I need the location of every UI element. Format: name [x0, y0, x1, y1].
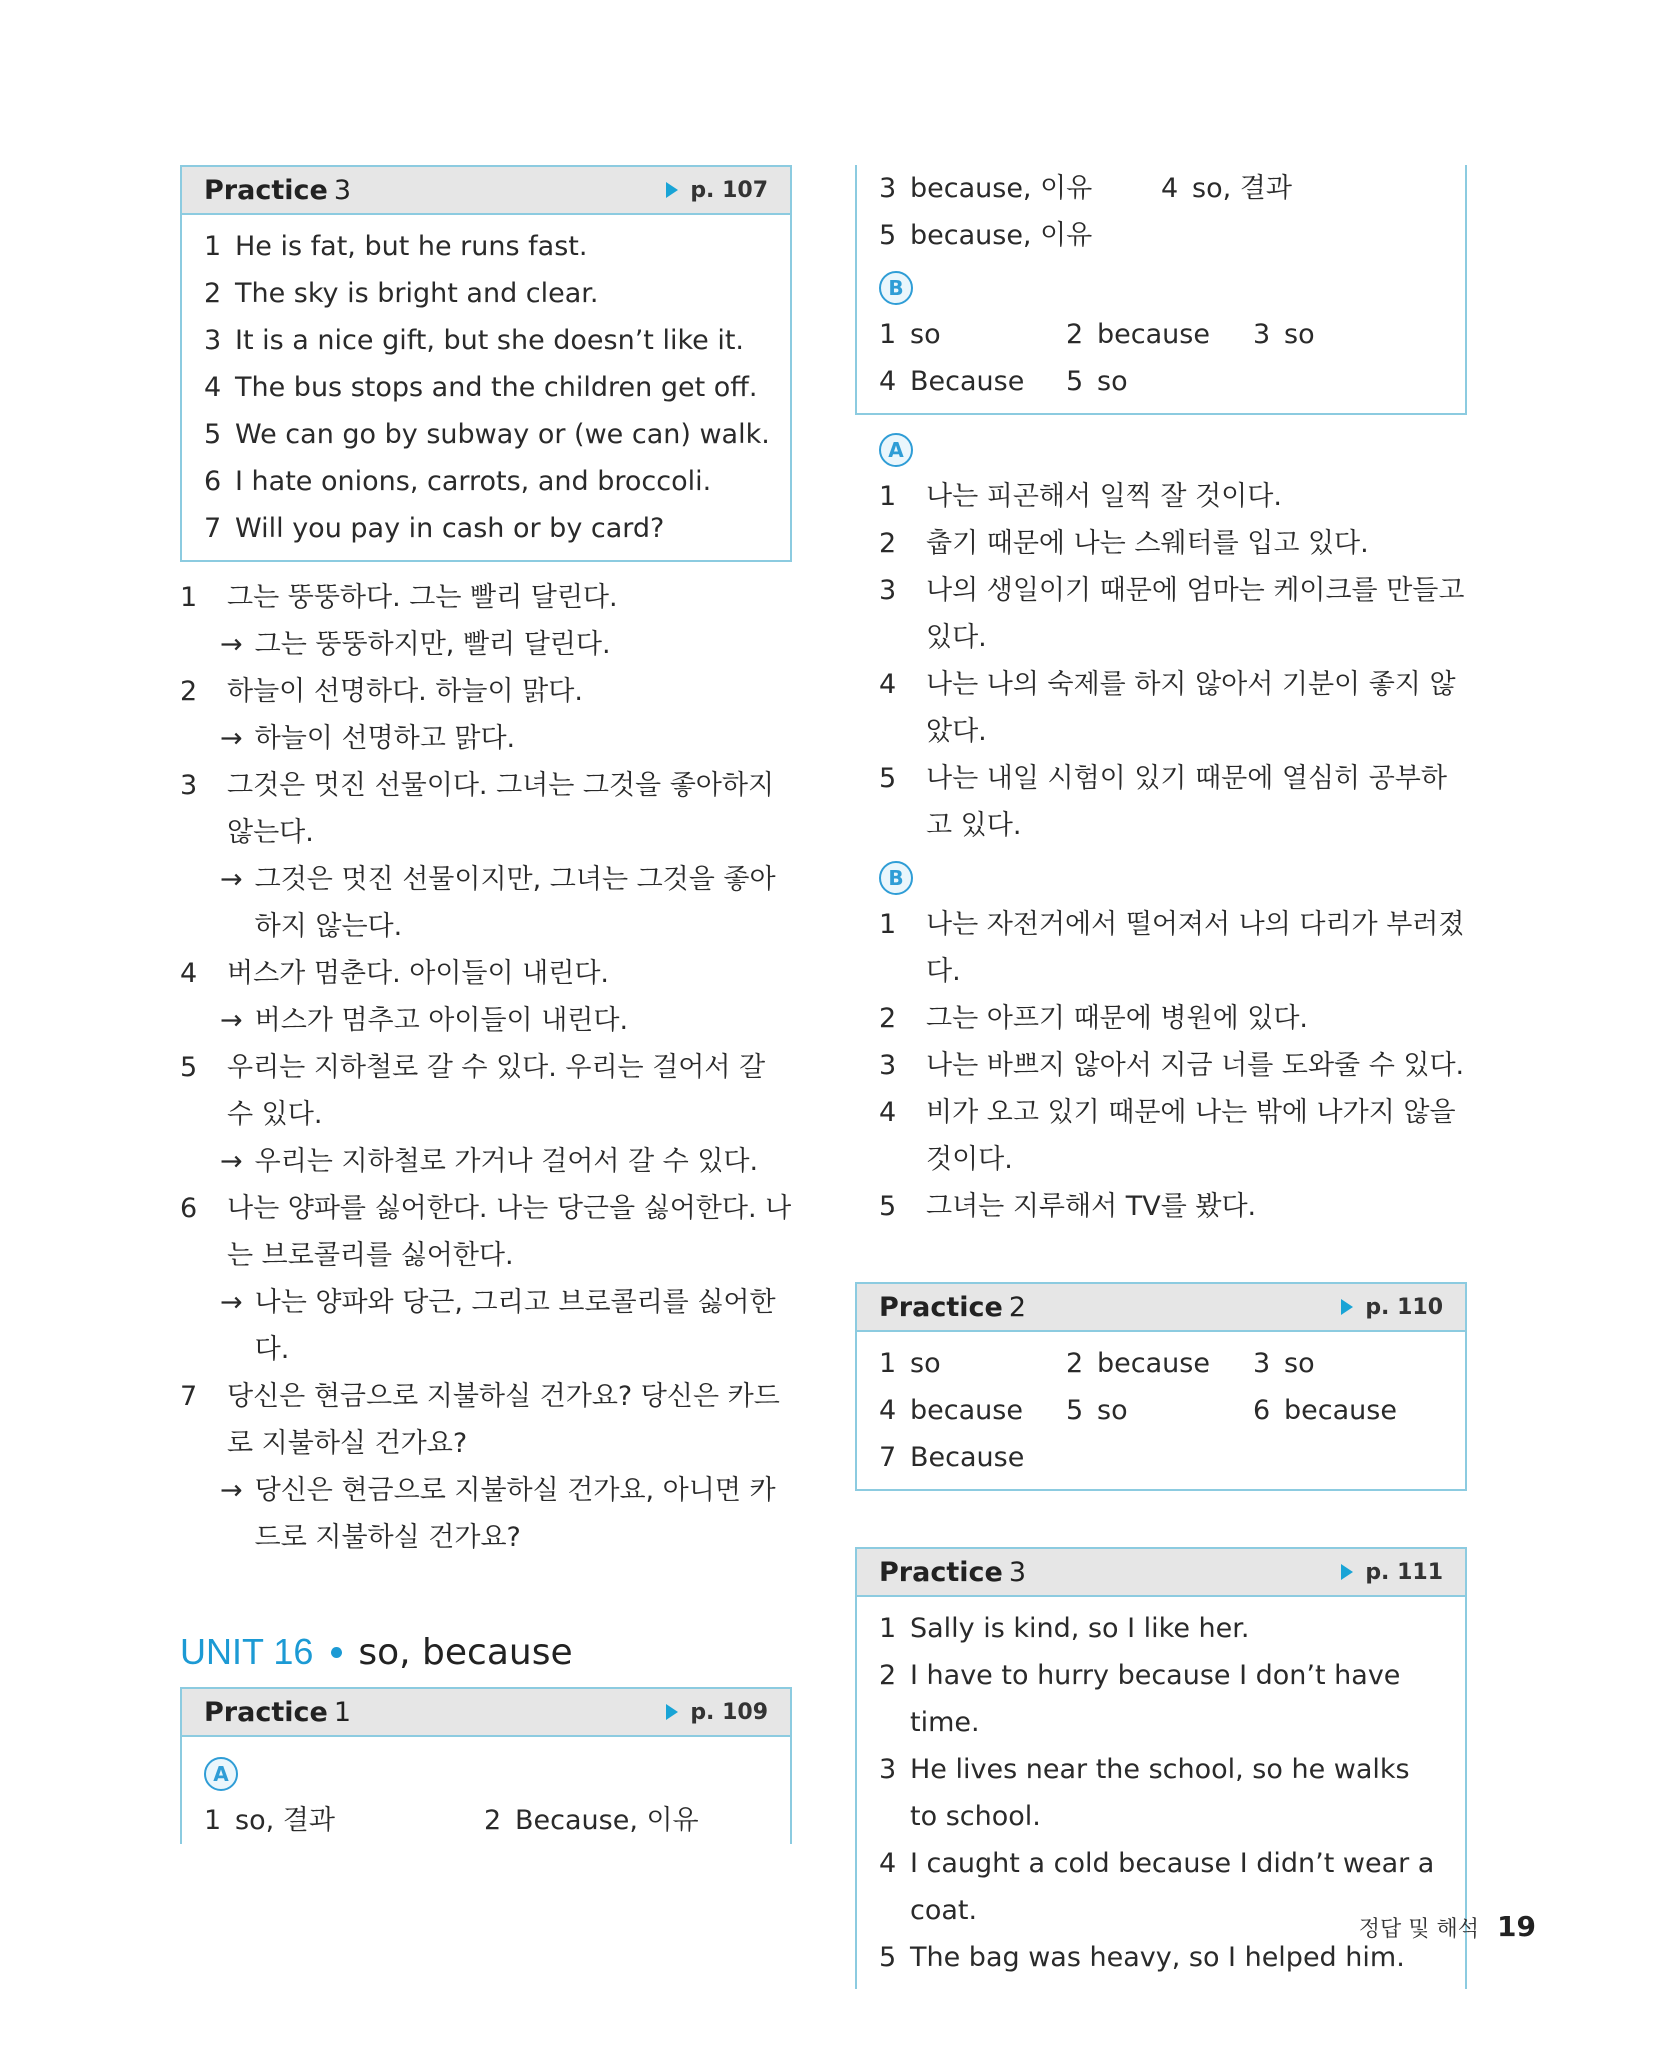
- answer-item: 3 It is a nice gift, but she doesn’t like it.: [204, 325, 745, 356]
- footer-label: 정답 및 해석: [1358, 1917, 1480, 1942]
- translation-item: 6 나는 양파를 싫어한다. 나는 당근을 싫어한다. 나는 브로콜리를 싫어한다.: [180, 1193, 792, 1271]
- answer-row: 1 so, 결과 2 Because, 이유: [204, 1805, 699, 1836]
- answer-list: [182, 1737, 790, 1844]
- answer-item: 1 Sally is kind, so I like her.: [879, 1613, 1250, 1644]
- section-b-badge: B: [879, 271, 913, 305]
- answer-item: 5 We can go by subway or (we can) walk.: [204, 419, 770, 450]
- answer-list: [182, 215, 790, 560]
- translation-item: 1 나는 피곤해서 일찍 잘 것이다.: [879, 481, 1282, 512]
- page-reference: p. 110: [1341, 1295, 1443, 1320]
- play-triangle-icon: [1341, 1299, 1353, 1315]
- translation-combined: → 나는 양파와 당근, 그리고 브로콜리를 싫어한다.: [220, 1287, 776, 1365]
- bullet-dot-icon: [331, 1647, 342, 1658]
- practice-1-box: [180, 1687, 792, 1844]
- translation-item: 1 그는 뚱뚱하다. 그는 빨리 달린다.: [180, 582, 618, 613]
- answer-item: 1 He is fat, but he runs fast.: [204, 231, 588, 262]
- play-triangle-icon: [666, 1704, 678, 1720]
- translation-combined: → 버스가 멈추고 아이들이 내린다.: [220, 1005, 629, 1036]
- translation-item: 3 나는 바쁘지 않아서 지금 너를 도와줄 수 있다.: [879, 1050, 1465, 1081]
- answer-item: 4 The bus stops and the children get off.: [204, 372, 758, 403]
- translation-item: 4 비가 오고 있기 때문에 나는 밖에 나가지 않을 것이다.: [879, 1097, 1456, 1175]
- practice-title: Practice 3: [204, 174, 351, 206]
- translation-section-b: [855, 861, 1467, 1230]
- answer-row: 1 so 2 because 3 so: [879, 319, 1315, 350]
- right-column: [855, 165, 1467, 1989]
- practice-title: Practice 1: [204, 1696, 351, 1728]
- unit-heading: UNIT 16 so, because: [180, 1631, 573, 1673]
- translation-item: 5 나는 내일 시험이 있기 때문에 열심히 공부하고 있다.: [879, 763, 1447, 841]
- section-a-badge: A: [879, 433, 913, 467]
- page-reference: p. 107: [666, 178, 768, 203]
- section-a-badge: A: [204, 1757, 238, 1791]
- answer-row: 1 so 2 because 3 so: [879, 1348, 1315, 1379]
- translation-combined: → 우리는 지하철로 가거나 걸어서 갈 수 있다.: [220, 1146, 759, 1177]
- practice-3-box-left: [180, 165, 792, 562]
- translation-item: 4 버스가 멈춘다. 아이들이 내린다.: [180, 958, 609, 989]
- translation-item: 5 우리는 지하철로 갈 수 있다. 우리는 걸어서 갈 수 있다.: [180, 1052, 766, 1130]
- practice-1-continued-box: [855, 165, 1467, 415]
- answer-item: 6 I hate onions, carrots, and broccoli.: [204, 466, 712, 497]
- play-triangle-icon: [1341, 1564, 1353, 1580]
- practice-title: Practice 3: [879, 1556, 1026, 1588]
- translation-combined: → 그것은 멋진 선물이지만, 그녀는 그것을 좋아하지 않는다.: [220, 864, 776, 942]
- practice-header: [857, 1284, 1465, 1332]
- answer-item: 3 He lives near the school, so he walks to school.: [879, 1754, 1410, 1832]
- practice-header: [182, 167, 790, 215]
- translation-item: 3 나의 생일이기 때문에 엄마는 케이크를 만들고 있다.: [879, 575, 1465, 653]
- left-column: [180, 165, 792, 1844]
- translation-item: 4 나는 나의 숙제를 하지 않아서 기분이 좋지 않았다.: [879, 669, 1456, 747]
- practice-header: [182, 1689, 790, 1737]
- practice-header: [857, 1549, 1465, 1597]
- answer-row: 7 Because: [879, 1442, 1025, 1473]
- answer-row: 4 because 5 so 6 because: [879, 1395, 1397, 1426]
- answer-row: 5 because, 이유: [879, 220, 1093, 251]
- translation-item: 2 춥기 때문에 나는 스웨터를 입고 있다.: [879, 528, 1369, 559]
- translation-item: 2 그는 아프기 때문에 병원에 있다.: [879, 1003, 1308, 1034]
- translation-combined: → 그는 뚱뚱하지만, 빨리 달린다.: [220, 629, 611, 660]
- translation-item: 3 그것은 멋진 선물이다. 그녀는 그것을 좋아하지 않는다.: [180, 770, 775, 848]
- translation-item: 1 나는 자전거에서 떨어져서 나의 다리가 부러졌다.: [879, 909, 1465, 987]
- answer-list: [857, 165, 1465, 413]
- answer-item: 7 Will you pay in cash or by card?: [204, 513, 665, 544]
- page-reference: p. 109: [666, 1700, 768, 1725]
- answer-row: 4 Because 5 so: [879, 366, 1128, 397]
- play-triangle-icon: [666, 182, 678, 198]
- page-footer: [1359, 1910, 1536, 1943]
- translation-combined: → 당신은 현금으로 지불하실 건가요, 아니면 카드로 지불하실 건가요?: [220, 1475, 776, 1553]
- answer-item: 4 I caught a cold because I didn’t wear a coat.: [879, 1848, 1435, 1926]
- translation-item: 7 당신은 현금으로 지불하실 건가요? 당신은 카드로 지불하실 건가요?: [180, 1381, 780, 1459]
- answer-row: 3 because, 이유 4 so, 결과: [879, 173, 1292, 204]
- practice-title: Practice 2: [879, 1291, 1026, 1323]
- translation-section-a: [855, 433, 1467, 849]
- answer-list: [857, 1332, 1465, 1489]
- answer-item: 5 The bag was heavy, so I helped him.: [879, 1942, 1405, 1973]
- page-number: 19: [1497, 1910, 1536, 1943]
- translation-list: [180, 574, 792, 1561]
- answer-item: 2 I have to hurry because I don’t have time.: [879, 1660, 1401, 1738]
- answer-item: 2 The sky is bright and clear.: [204, 278, 599, 309]
- translation-item: 2 하늘이 선명하다. 하늘이 맑다.: [180, 676, 583, 707]
- translation-combined: → 하늘이 선명하고 맑다.: [220, 723, 516, 754]
- practice-2-box: [855, 1282, 1467, 1491]
- translation-item: 5 그녀는 지루해서 TV를 봤다.: [879, 1191, 1257, 1222]
- section-b-badge: B: [879, 861, 913, 895]
- page-reference: p. 111: [1341, 1560, 1443, 1585]
